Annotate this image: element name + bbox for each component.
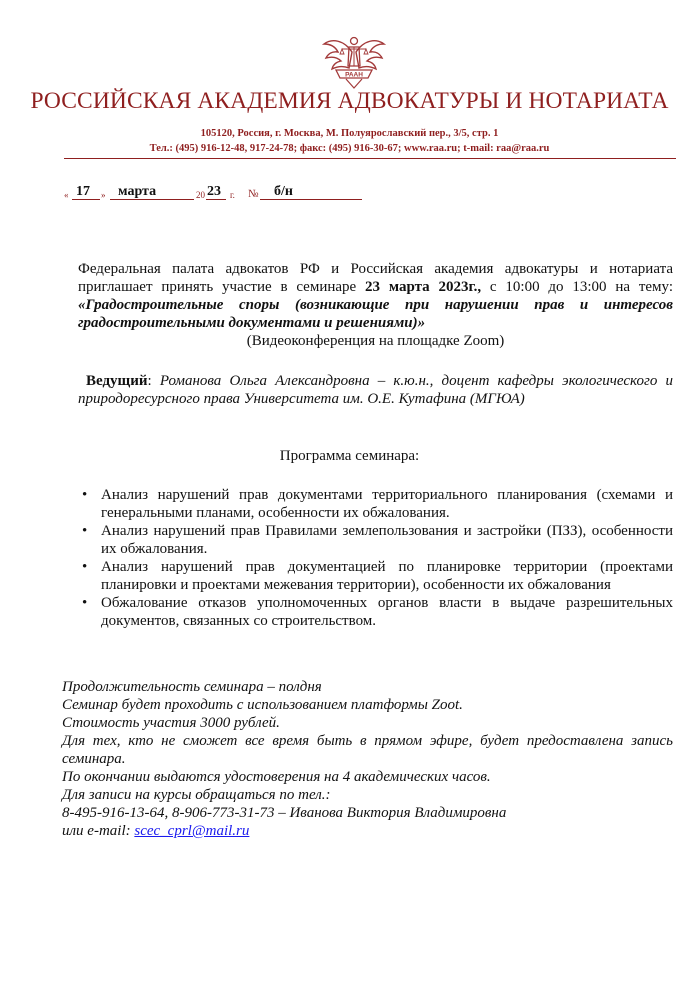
- svg-text:РААН: РААН: [345, 71, 363, 79]
- email-line: [62, 822, 673, 840]
- list-item: [78, 594, 673, 630]
- month-underline: [110, 199, 194, 200]
- organization-name: РОССИЙСКАЯ АКАДЕМИЯ АДВОКАТУРЫ И НОТАРИАТА: [30, 88, 669, 114]
- document-number: б/н: [274, 184, 293, 199]
- lead-colon: :: [147, 373, 152, 389]
- number-sign: №: [248, 188, 259, 200]
- date-number-line: [64, 182, 384, 202]
- list-item: [78, 522, 673, 558]
- date-month: марта: [118, 184, 157, 199]
- email-prefix: или e-mail:: [62, 823, 135, 839]
- list-item: [78, 558, 673, 594]
- recording-text: Для тех, кто не сможет все время быть в прямом эфире, будет предоставлена запись семинара.: [62, 733, 673, 767]
- bullet-icon: •: [82, 523, 88, 539]
- year-underline: [206, 199, 226, 200]
- program-item-text: Анализ нарушений прав Правилами землепользования и застройки (ПЗЗ), особенности их обжалования.: [101, 523, 673, 557]
- lead-speaker-text: Романова Ольга Александровна – к.ю.н., доцент кафедры экологического и природоресурсного права Университета им. О.Е. Кутафина (МГЮА): [78, 373, 673, 407]
- program-title: Программа семинара:: [279, 448, 420, 464]
- address-line: 105120, Россия, г. Москва, М. Полуярославский пер., 3/5, стр. 1: [200, 128, 499, 139]
- day-underline: [72, 199, 100, 200]
- intro-line-2: [78, 278, 673, 296]
- lead-label: Ведущий: [86, 373, 148, 389]
- contact-intro-text: Для записи на курсы обращаться по тел.:: [62, 787, 331, 803]
- year-prefix: 20: [196, 190, 205, 200]
- seminar-info: [62, 678, 673, 840]
- bullet-icon: •: [82, 559, 88, 575]
- price-text: Стоимость участия 3000 рублей.: [62, 715, 280, 731]
- year-suffix: 23: [207, 184, 221, 199]
- platform-text: Семинар будет проходить с использованием платформы Zoot.: [62, 697, 463, 713]
- letterhead-divider: [64, 158, 676, 159]
- bullet-icon: •: [82, 595, 88, 611]
- phones-text: 8-495-916-13-64, 8-906-773-31-73 – Иванова Виктория Владимировна: [62, 805, 507, 821]
- duration-text: Продолжительность семинара – полдня: [62, 679, 322, 695]
- list-item: [78, 486, 673, 522]
- close-quote: »: [101, 190, 106, 200]
- lead-speaker-paragraph: [78, 372, 673, 408]
- contacts-line: Тел.: (495) 916-12-48, 917-24-78; факс: (495) 916-30-67; www.raa.ru; t-mail: raa@raa.ru: [149, 143, 550, 154]
- date-day: 17: [76, 184, 90, 199]
- email-link[interactable]: scec_cprl@mail.ru: [134, 823, 250, 839]
- intro-line-1: Федеральная палата адвокатов РФ и Российская академия адвокатуры и нотариата: [78, 261, 673, 277]
- program-item-text: Анализ нарушений прав документами территориального планирования (схемами и генеральными планами, особенности их обжалования.: [101, 487, 673, 521]
- program-list: [78, 486, 673, 630]
- certificate-text: По окончании выдаются удостоверения на 4 академических часов.: [62, 769, 491, 785]
- seminar-date: 23 марта 2023г.,: [365, 279, 482, 295]
- seminar-topic: «Градостроительные споры (возникающие при нарушении прав и интересов градостроительными документами и решениями)»: [78, 297, 673, 331]
- number-underline: [260, 199, 362, 200]
- year-abbrev: г.: [230, 190, 235, 200]
- invitation-paragraph: [78, 260, 673, 350]
- academy-emblem-logo: [322, 32, 386, 90]
- seminar-format: (Видеоконференция на площадке Zoom): [246, 333, 505, 349]
- program-item-text: Обжалование отказов уполномоченных органов власти в выдаче разрешительных документов, связанных со строительством.: [101, 595, 673, 629]
- intro-line-2-start: приглашает принять участие в семинаре: [78, 279, 366, 295]
- bullet-icon: •: [82, 487, 88, 503]
- intro-line-2-end: с 10:00 до 13:00 на тему:: [481, 279, 674, 295]
- open-quote: «: [64, 190, 69, 200]
- program-item-text: Анализ нарушений прав документацией по планировке территории (проектами планировки и проектами межевания территории), особенности их обжалования: [101, 559, 673, 593]
